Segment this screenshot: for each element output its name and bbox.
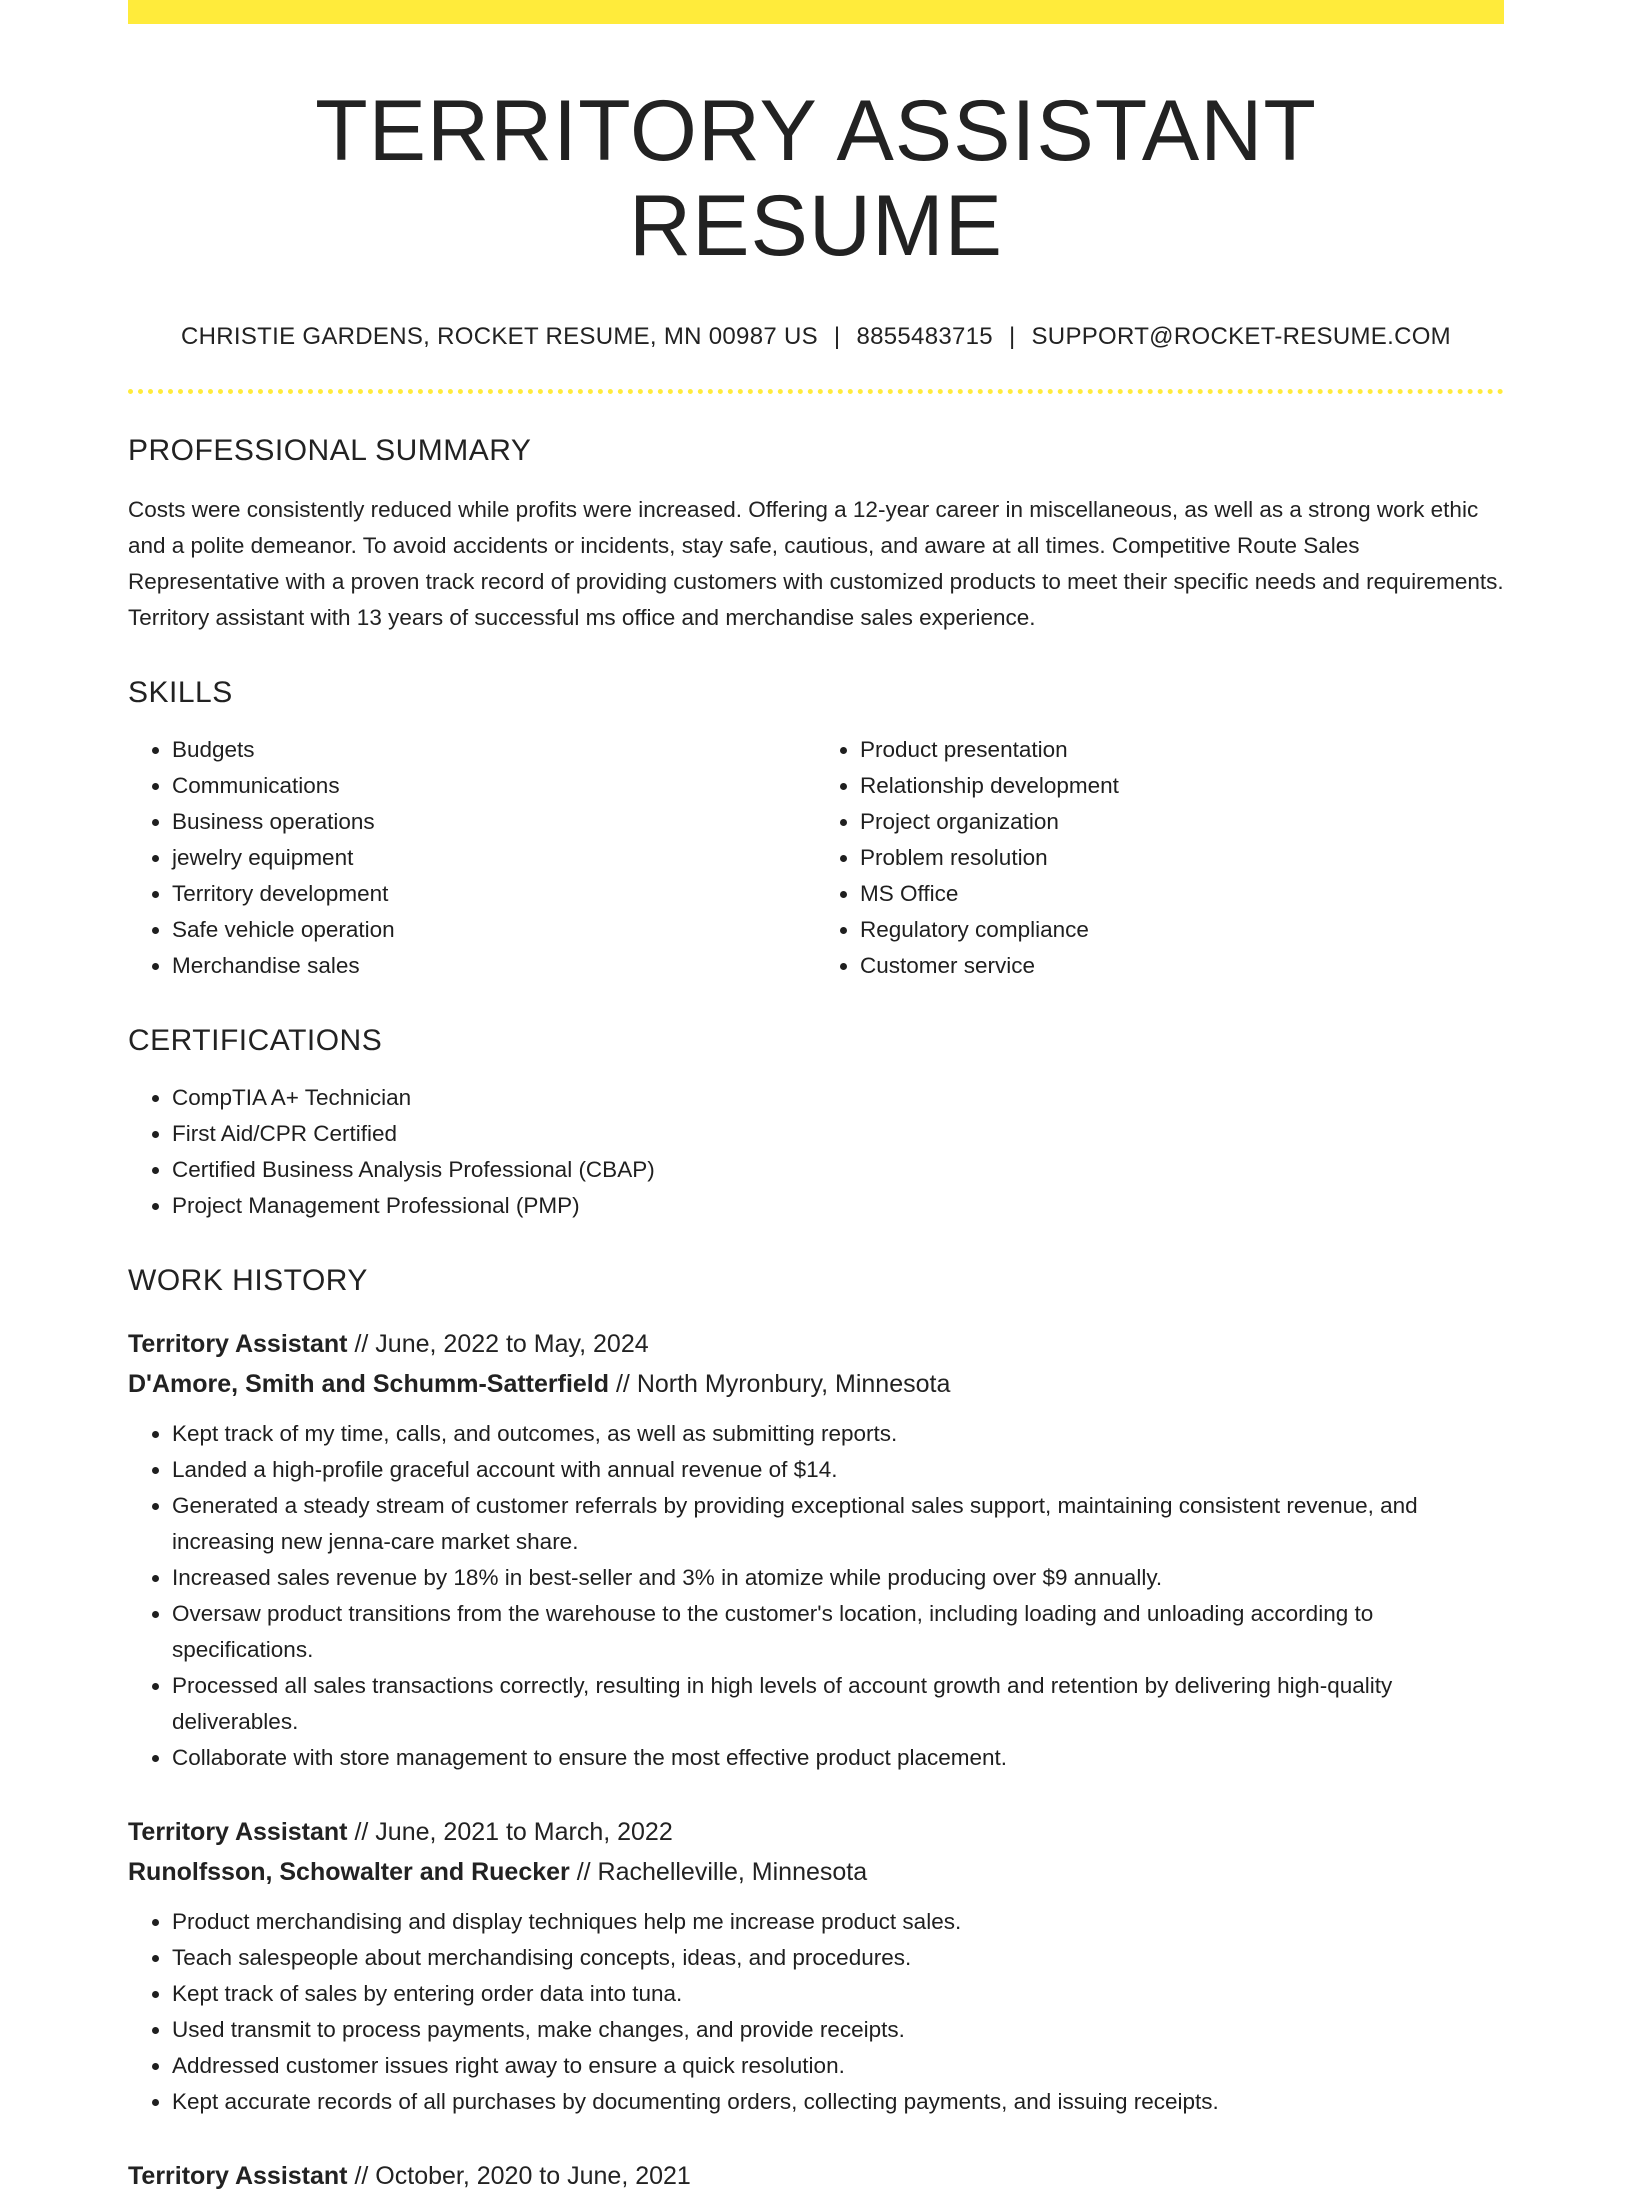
job-bullet: • Product merchandising and display techniques help me increase product sales.: [172, 1904, 1504, 1940]
job-dates: // October, 2020 to June, 2021: [354, 2162, 691, 2191]
skill-item: • Product presentation: [860, 732, 1504, 768]
certification-item: • First Aid/CPR Certified: [172, 1116, 1504, 1152]
certification-item: • Project Management Professional (PMP): [172, 1188, 1504, 1224]
skill-item: • Customer service: [860, 948, 1504, 984]
certification-item: • CompTIA A+ Technician: [172, 1080, 1504, 1116]
skill-item: • Regulatory compliance: [860, 912, 1504, 948]
job-role-line: [128, 2156, 1504, 2196]
job-company: Runolfsson, Schowalter and Ruecker: [128, 1858, 570, 1887]
resume-page: [128, 0, 1504, 2196]
contact-phone: 8855483715: [856, 323, 993, 351]
job-role-line: [128, 1812, 1504, 1852]
job-dates: // June, 2022 to May, 2024: [354, 1330, 649, 1359]
job-entry: [128, 1812, 1504, 2120]
skill-item: • Territory development: [172, 876, 816, 912]
job-bullet: • Processed all sales transactions correctly, resulting in high levels of account growth and retention by delivering high-quality deliverables.: [172, 1668, 1504, 1740]
job-dates: // June, 2021 to March, 2022: [354, 1818, 673, 1847]
job-bullet: • Kept track of sales by entering order data into tuna.: [172, 1976, 1504, 2012]
contact-address: CHRISTIE GARDENS, ROCKET RESUME, MN 00987 US: [181, 323, 818, 351]
contact-line: [128, 323, 1504, 351]
job-role-line: [128, 1324, 1504, 1364]
dotted-divider: [128, 389, 1504, 394]
top-accent-bar: [128, 0, 1504, 24]
job-bullet: • Generated a steady stream of customer referrals by providing exceptional sales support, maintaining consistent revenue, and increasing new jenna-care market share.: [172, 1488, 1504, 1560]
contact-separator: |: [1008, 323, 1016, 351]
skills-list-left: [128, 732, 816, 984]
job-bullet: • Used transmit to process payments, make changes, and provide receipts.: [172, 2012, 1504, 2048]
skill-item: • Safe vehicle operation: [172, 912, 816, 948]
skill-item: • Merchandise sales: [172, 948, 816, 984]
skills-grid: [128, 710, 1504, 984]
skill-item: • Communications: [172, 768, 816, 804]
job-bullets: [128, 1416, 1504, 1776]
skill-item: • Project organization: [860, 804, 1504, 840]
job-entry: [128, 1324, 1504, 1776]
skills-heading: SKILLS: [128, 676, 233, 710]
job-role: Territory Assistant: [128, 1330, 348, 1359]
job-entry: [128, 2156, 1504, 2196]
skill-item: • Business operations: [172, 804, 816, 840]
contact-email: SUPPORT@ROCKET-RESUME.COM: [1031, 323, 1451, 351]
contact-separator: |: [833, 323, 841, 351]
job-bullet: • Teach salespeople about merchandising concepts, ideas, and procedures.: [172, 1940, 1504, 1976]
skills-list-right: [816, 732, 1504, 984]
skill-item: • Budgets: [172, 732, 816, 768]
skill-item: • Problem resolution: [860, 840, 1504, 876]
work-history-heading: WORK HISTORY: [128, 1264, 368, 1298]
skill-item: • Relationship development: [860, 768, 1504, 804]
job-company: D'Amore, Smith and Schumm-Satterfield: [128, 1370, 610, 1399]
certifications-list: [128, 1080, 1504, 1224]
skill-item: • jewelry equipment: [172, 840, 816, 876]
resume-title: TERRITORY ASSISTANT RESUME: [315, 83, 1317, 274]
job-bullet: • Increased sales revenue by 18% in best-seller and 3% in atomize while producing over $9 annually.: [172, 1560, 1504, 1596]
certification-item: • Certified Business Analysis Professional (CBAP): [172, 1152, 1504, 1188]
job-location: // North Myronbury, Minnesota: [615, 1370, 951, 1399]
job-role: Territory Assistant: [128, 1818, 348, 1847]
job-bullet: • Oversaw product transitions from the warehouse to the customer's location, including loading and unloading according to specifications.: [172, 1596, 1504, 1668]
job-company-line: [128, 1852, 1504, 1892]
job-bullet: • Landed a high-profile graceful account with annual revenue of $14.: [172, 1452, 1504, 1488]
summary-text: Costs were consistently reduced while profits were increased. Offering a 12-year career in miscellaneous, as well as a strong work ethic and a polite demeanor. To avoid accidents or incidents, stay safe, cautious, and aware at all times. Competitive Route Sales Representative with a proven track record of providing customers with customized products to meet their specific needs and requirements. Territory assistant with 13 years of successful ms office and merchandise sales experience.: [128, 497, 1504, 631]
job-location: // Rachelleville, Minnesota: [576, 1858, 868, 1887]
job-bullet: • Kept track of my time, calls, and outcomes, as well as submitting reports.: [172, 1416, 1504, 1452]
skill-item: • MS Office: [860, 876, 1504, 912]
job-bullet: • Kept accurate records of all purchases by documenting orders, collecting payments, and issuing receipts.: [172, 2084, 1504, 2120]
job-bullets: [128, 1904, 1504, 2120]
job-role: Territory Assistant: [128, 2162, 348, 2191]
certifications-heading: CERTIFICATIONS: [128, 1024, 383, 1058]
job-bullet: • Collaborate with store management to ensure the most effective product placement.: [172, 1740, 1504, 1776]
job-bullet: • Addressed customer issues right away to ensure a quick resolution.: [172, 2048, 1504, 2084]
job-company-line: [128, 1364, 1504, 1404]
summary-heading: PROFESSIONAL SUMMARY: [128, 434, 532, 468]
